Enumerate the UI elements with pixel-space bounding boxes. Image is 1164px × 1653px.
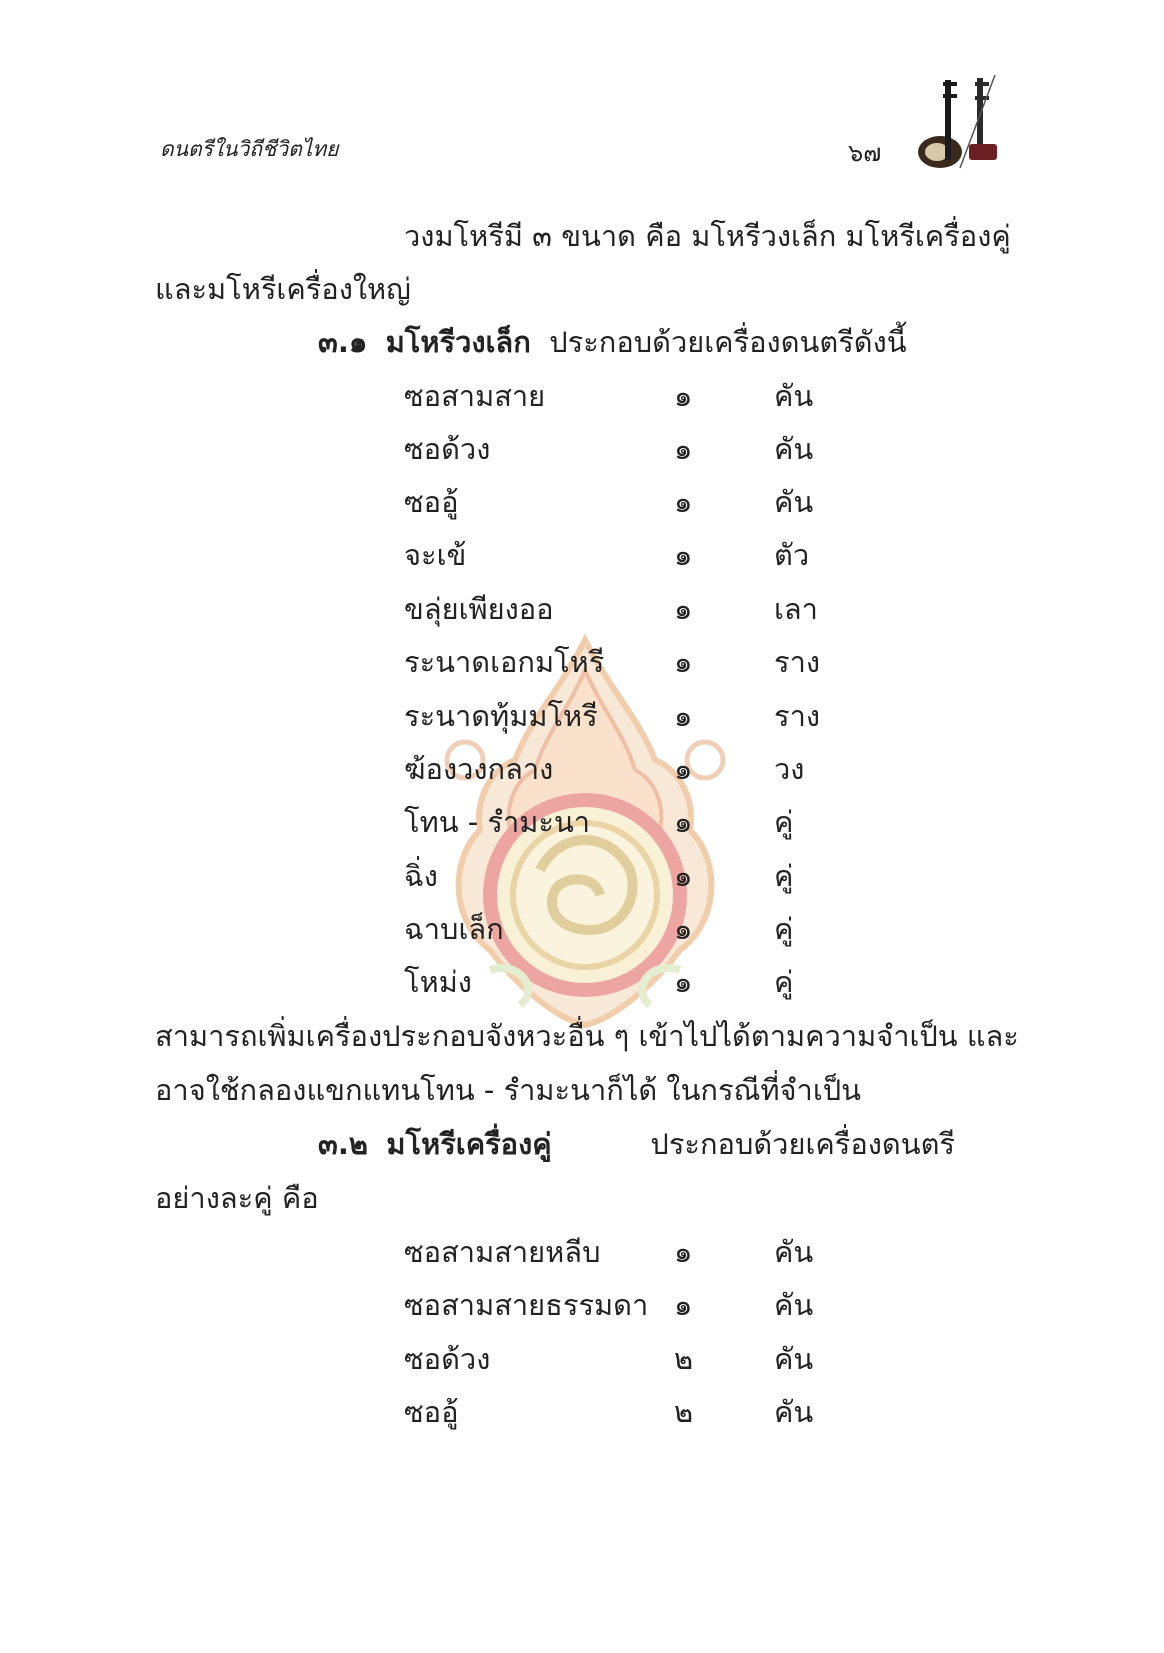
instrument-name: ฉิ่ง <box>404 859 438 893</box>
note-line-1: สามารถเพิ่มเครื่องประกอบจังหวะอื่น ๆ เข้าไปได้ตามความจำเป็น และ <box>155 1019 1019 1053</box>
instrument-qty: ๑ <box>674 699 693 733</box>
section-title: มโหรีเครื่องคู่ <box>386 1127 552 1161</box>
instrument-qty: ๑ <box>674 752 693 786</box>
instrument-qty: ๑ <box>674 485 693 519</box>
instrument-unit: คู่ <box>774 859 794 893</box>
instrument-unit: ตัว <box>774 538 810 572</box>
section-lead-continued: อย่างละคู่ คือ <box>155 1181 319 1215</box>
intro-line-1: วงมโหรีมี ๓ ขนาด คือ มโหรีวงเล็ก มโหรีเครื่องคู่ <box>404 219 1011 253</box>
section-lead: ประกอบด้วยเครื่องดนตรีดังนี้ <box>549 325 907 359</box>
page-number: ๖๗ <box>848 139 882 167</box>
instrument-qty: ๑ <box>674 538 693 572</box>
section-title: มโหรีวงเล็ก <box>385 325 531 359</box>
instrument-unit: ราง <box>774 699 821 733</box>
instrument-unit: คู่ <box>774 912 794 946</box>
instrument-name: ซอสามสายธรรมดา <box>404 1288 649 1322</box>
section-3-1-heading <box>318 325 907 359</box>
instrument-name: จะเข้ <box>404 538 467 572</box>
section-number: ๓.๑ <box>318 325 368 359</box>
instrument-name: โหม่ง <box>404 965 472 999</box>
instrument-qty: ๑ <box>674 912 693 946</box>
section-3-2-heading <box>318 1127 955 1161</box>
instrument-unit: เลา <box>774 592 818 626</box>
instrument-unit: วง <box>774 752 805 786</box>
instrument-unit: ราง <box>774 645 821 679</box>
instrument-name: ฉาบเล็ก <box>404 912 504 946</box>
instrument-qty: ๑ <box>674 432 693 466</box>
instrument-name: ฆ้องวงกลาง <box>404 752 554 786</box>
instrument-unit: คัน <box>774 1235 814 1269</box>
instrument-qty: ๑ <box>674 859 693 893</box>
instrument-unit: คัน <box>774 432 814 466</box>
instrument-qty: ๑ <box>674 1288 693 1322</box>
instrument-name: ซอสามสายหลีบ <box>404 1235 601 1269</box>
instrument-name: ซออู้ <box>404 485 459 519</box>
instrument-qty: ๑ <box>674 805 693 839</box>
instrument-qty: ๑ <box>674 1235 693 1269</box>
section-number: ๓.๒ <box>318 1127 368 1161</box>
instrument-unit: คัน <box>774 1342 814 1376</box>
instrument-unit: คู่ <box>774 965 794 999</box>
instrument-unit: คัน <box>774 1288 814 1322</box>
instrument-qty: ๒ <box>674 1395 694 1429</box>
instrument-unit: คัน <box>774 1395 814 1429</box>
instrument-qty: ๑ <box>674 592 693 626</box>
instrument-name: ระนาดทุ้มมโหรี <box>404 699 598 733</box>
instrument-qty: ๒ <box>674 1342 694 1376</box>
instrument-unit: คัน <box>774 485 814 519</box>
instrument-name: ขลุ่ยเพียงออ <box>404 592 554 626</box>
note-line-2: อาจใช้กลองแขกแทนโทน - รำมะนาก็ได้ ในกรณีที่จำเป็น <box>155 1073 861 1107</box>
instrument-name: ซอสามสาย <box>404 379 546 413</box>
running-title: ดนตรีในวิถีชีวิตไทย <box>160 137 339 161</box>
instrument-name: ซอด้วง <box>404 432 491 466</box>
instrument-name: ซอด้วง <box>404 1342 491 1376</box>
intro-line-2: และมโหรีเครื่องใหญ่ <box>155 272 411 306</box>
thai-fiddle-icon <box>905 70 1015 175</box>
instrument-unit: คัน <box>774 379 814 413</box>
instrument-qty: ๑ <box>674 965 693 999</box>
instrument-name: ระนาดเอกมโหรี <box>404 645 605 679</box>
instrument-qty: ๑ <box>674 379 693 413</box>
instrument-name: โทน - รำมะนา <box>404 805 591 839</box>
instrument-qty: ๑ <box>674 645 693 679</box>
instrument-name: ซออู้ <box>404 1395 459 1429</box>
section-lead: ประกอบด้วยเครื่องดนตรี <box>650 1127 955 1161</box>
instrument-unit: คู่ <box>774 805 794 839</box>
